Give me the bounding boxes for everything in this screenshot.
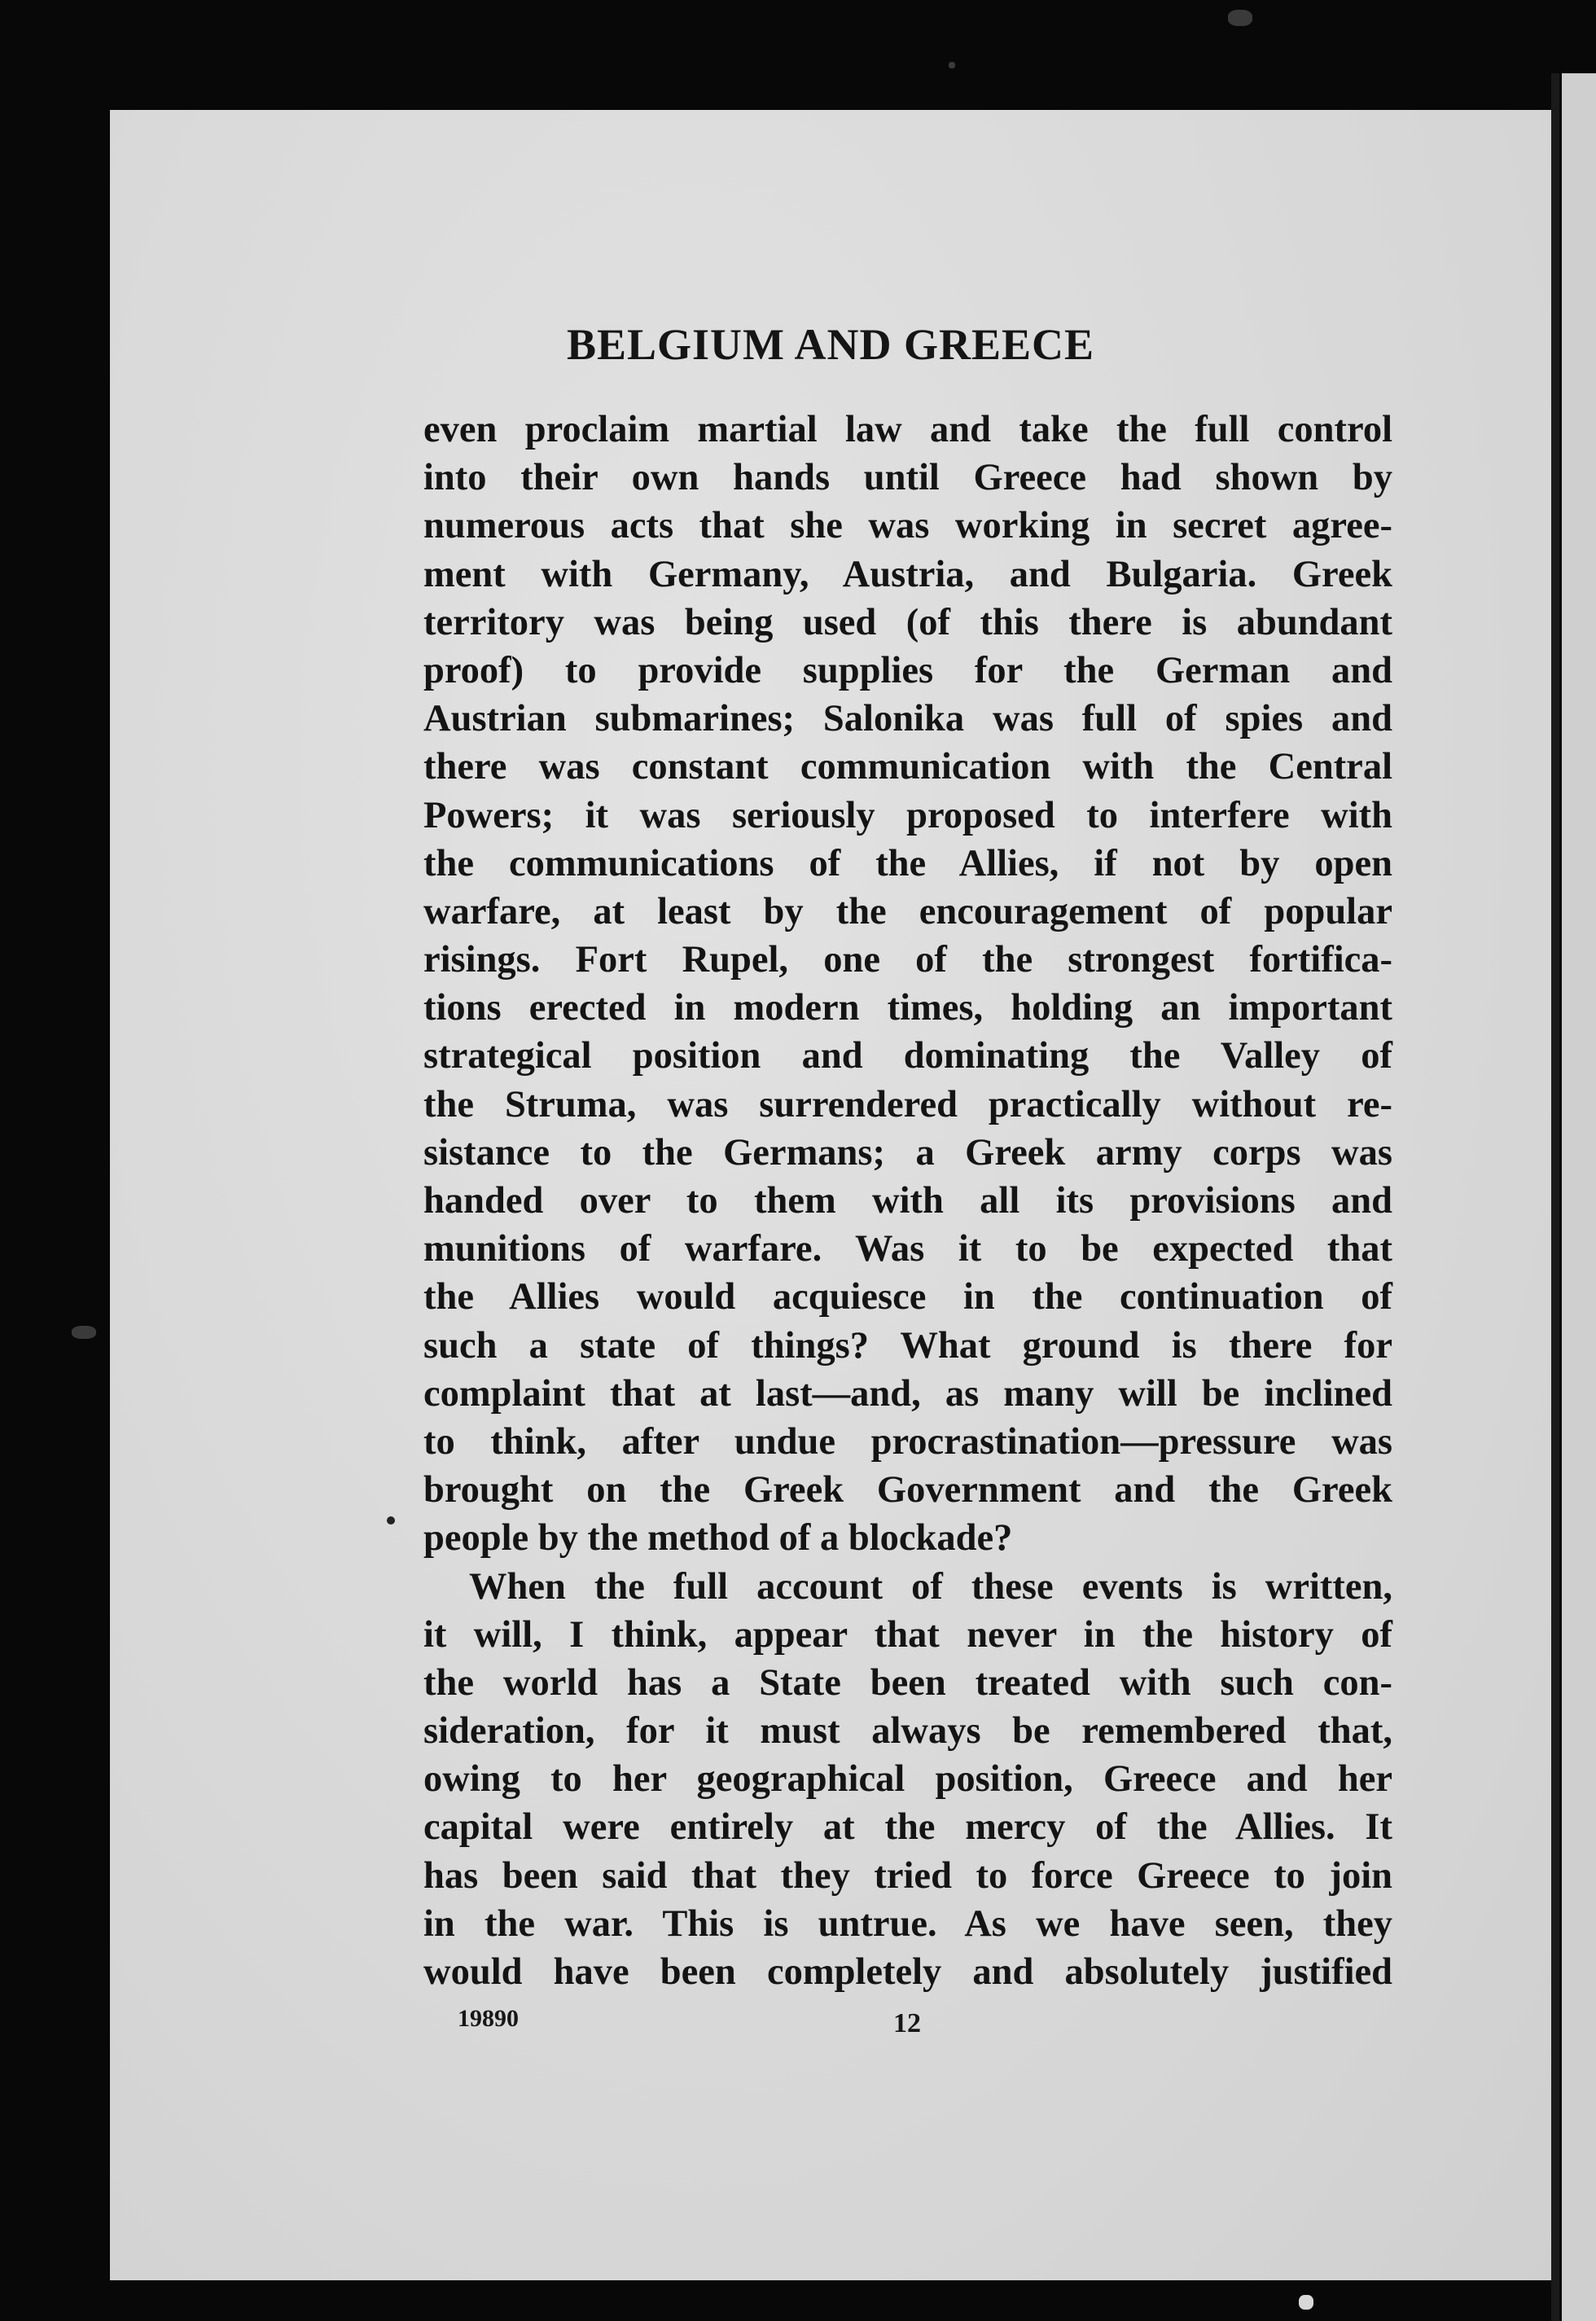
text-line: strategical position and dominating the Valley of (423, 1035, 1392, 1077)
text-line: the world has a State been treated with such con- (423, 1661, 1392, 1704)
signature-mark: 19890 (458, 2005, 519, 2032)
text-line: it will, I think, appear that never in the history of (423, 1613, 1392, 1656)
text-line: into their own hands until Greece had shown by (423, 457, 1392, 499)
text-line: ment with Germany, Austria, and Bulgaria. Greek (423, 553, 1392, 595)
adjacent-page-strip (1562, 73, 1596, 2321)
text-line: people by the method of a blockade? (423, 1517, 1013, 1560)
text-line: risings. Fort Rupel, one of the strongest fortifica- (423, 939, 1392, 981)
scan-speck (1228, 10, 1252, 26)
text-line: tions erected in modern times, holding an important (423, 987, 1392, 1029)
text-line: territory was being used (of this there is abundant (423, 601, 1392, 643)
scan-speck (1299, 2295, 1313, 2310)
text-line: complaint that at last—and, as many will be inclined (423, 1372, 1392, 1415)
page-edge-shadow (1551, 73, 1559, 2321)
text-line: the Struma, was surrendered practically without re- (423, 1083, 1392, 1125)
text-line: would have been completely and absolutely justified (423, 1951, 1392, 1993)
page-number: 12 (893, 2008, 921, 2038)
margin-mark (387, 1516, 395, 1525)
text-line: Austrian submarines; Salonika was full of spies and (423, 698, 1392, 740)
text-line: capital were entirely at the mercy of the Allies. It (423, 1806, 1392, 1849)
text-line: Powers; it was seriously proposed to interfere with (423, 794, 1392, 836)
text-line: handed over to them with all its provisions and (423, 1180, 1392, 1222)
text-line: warfare, at least by the encouragement of popular (423, 890, 1392, 932)
text-line: in the war. This is untrue. As we have seen, they (423, 1902, 1392, 1945)
text-line: has been said that they tried to force Greece to join (423, 1854, 1392, 1897)
text-line: such a state of things? What ground is there for (423, 1324, 1392, 1367)
text-line: owing to her geographical position, Greece and her (423, 1758, 1392, 1801)
text-line: munitions of warfare. Was it to be expected that (423, 1228, 1392, 1270)
text-line: numerous acts that she was working in secret agree- (423, 505, 1392, 547)
text-line: to think, after undue procrastination—pressure was (423, 1420, 1392, 1463)
text-line: the Allies would acquiesce in the continuation of (423, 1276, 1392, 1318)
text-line: proof) to provide supplies for the German and (423, 649, 1392, 691)
text-line: sideration, for it must always be remembered that, (423, 1710, 1392, 1753)
text-line: sistance to the Germans; a Greek army corps was (423, 1131, 1392, 1174)
running-head: BELGIUM AND GREECE (566, 320, 1095, 369)
text-line: there was constant communication with the Central (423, 746, 1392, 788)
scan-speck (72, 1326, 96, 1339)
scan-speck (949, 62, 955, 68)
text-line: even proclaim martial law and take the full control (423, 409, 1392, 450)
text-line: When the full account of these events is written, (469, 1565, 1392, 1608)
text-line: the communications of the Allies, if not by open (423, 842, 1392, 884)
text-line: brought on the Greek Government and the Greek (423, 1469, 1392, 1512)
body-text (423, 406, 1392, 1996)
